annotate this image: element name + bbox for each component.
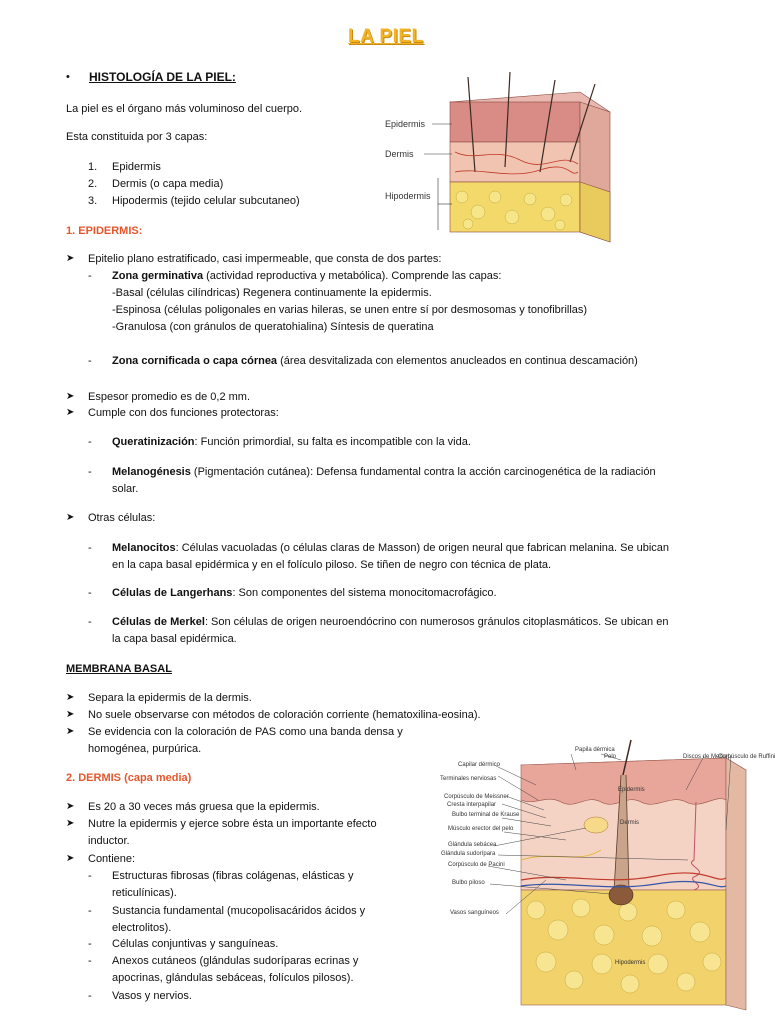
arrow-bullet-icon: ➤ — [66, 726, 75, 737]
arrow-bullet-icon: ➤ — [66, 853, 75, 864]
figure-label-hipodermis: Hipodermis — [385, 191, 431, 201]
section-heading-dermis: 2. DERMIS (capa media) — [66, 772, 192, 784]
dash-bullet: - — [88, 938, 92, 950]
paragraph: en la capa basal epidérmica y en el folículo piloso. Se tiñen de negro con técnica de plata. — [112, 559, 552, 571]
section-heading-membrana: MEMBRANA BASAL — [66, 663, 172, 675]
list-item: Epidermis — [112, 161, 161, 173]
paragraph: Células de Langerhans: Son componentes del sistema monocitomacrofágico. — [112, 587, 497, 599]
paragraph: Vasos y nervios. — [112, 990, 192, 1002]
figure-label-bulbo: Bulbo piloso — [452, 880, 485, 886]
paragraph: reticulínicas). — [112, 887, 177, 899]
figure-label-pacini: Corpúsculo de Pacini — [448, 862, 505, 868]
dash-bullet: - — [88, 270, 92, 282]
paragraph: Separa la epidermis de la dermis. — [88, 692, 252, 704]
figure-label-sebacea: Glándula sebácea — [448, 842, 497, 848]
figure-label-meissner: Corpúsculo de Meissner — [444, 794, 509, 800]
figure-label-dermis: Dermis — [385, 149, 414, 159]
dash-bullet: - — [88, 870, 92, 882]
dash-bullet: - — [88, 587, 92, 599]
paragraph: Cumple con dos funciones protectoras: — [88, 407, 279, 419]
paragraph: Anexos cutáneos (glándulas sudoríparas ecrinas y — [112, 955, 359, 967]
figure-label-vasos: Vasos sanguíneos — [450, 910, 499, 916]
paragraph: Epitelio plano estratificado, casi impermeable, que consta de dos partes: — [88, 253, 442, 265]
paragraph: electrolitos). — [112, 922, 172, 934]
figure-label-papila: Papila dérmica — [575, 747, 615, 753]
dash-bullet: - — [88, 990, 92, 1002]
paragraph: solar. — [112, 483, 139, 495]
figure-label-sudoripara: Glándula sudorípara — [441, 851, 496, 857]
paragraph: -Espinosa (células poligonales en varias hileras, se unen entre sí por desmosomas y tonofibrillas) — [112, 304, 588, 316]
dash-bullet: - — [88, 905, 92, 917]
arrow-bullet-icon: ➤ — [66, 512, 75, 523]
section-heading-epidermis: 1. EPIDERMIS: — [66, 225, 143, 237]
paragraph: Sustancia fundamental (mucopolisacáridos ácidos y — [112, 905, 366, 917]
arrow-bullet-icon: ➤ — [66, 391, 75, 402]
dash-bullet: - — [88, 616, 92, 628]
dash-bullet: - — [88, 466, 92, 478]
paragraph: Nutre la epidermis y ejerce sobre ésta un importante efecto — [88, 818, 377, 830]
paragraph: Espesor promedio es de 0,2 mm. — [88, 391, 251, 403]
list-num: 1. — [88, 161, 98, 173]
figure-label-bulbo-krause: Bulbo terminal de Krause — [452, 812, 520, 818]
dash-bullet: - — [88, 955, 92, 967]
arrow-bullet-icon: ➤ — [66, 407, 75, 418]
paragraph: Zona germinativa (actividad reproductiva y metabólica). Comprende las capas: — [112, 270, 502, 282]
intro-text: La piel es el órgano más voluminoso del cuerpo. — [66, 103, 303, 115]
list-item: Dermis (o capa media) — [112, 178, 224, 190]
arrow-bullet-icon: ➤ — [66, 692, 75, 703]
paragraph: Se evidencia con la coloración de PAS como una banda densa y — [88, 726, 403, 738]
figure-label-discos: Discos de Merkel — [683, 754, 730, 760]
list-num: 3. — [88, 195, 98, 207]
dash-bullet: - — [88, 355, 92, 367]
paragraph: homogénea, purpúrica. — [88, 743, 202, 755]
figure-label-epidermis-2: Epidermis — [618, 787, 645, 793]
arrow-bullet-icon: ➤ — [66, 801, 75, 812]
paragraph: -Granulosa (con gránulos de queratohialina) Síntesis de queratina — [112, 321, 434, 333]
arrow-bullet-icon: ➤ — [66, 818, 75, 829]
figure-label-dermis-2: Dermis — [620, 820, 639, 826]
paragraph: Melanogénesis (Pigmentación cutánea): Defensa fundamental contra la acción carcinogenética de la radiación — [112, 466, 656, 478]
intro-text: Esta constituida por 3 capas: — [66, 131, 208, 143]
dash-bullet: - — [88, 436, 92, 448]
arrow-bullet-icon: ➤ — [66, 709, 75, 720]
paragraph: Células conjuntivas y sanguíneas. — [112, 938, 279, 950]
figure-label-pelo: Pelo — [604, 754, 617, 760]
paragraph: la capa basal epidérmica. — [112, 633, 237, 645]
figure-label-epidermis: Epidermis — [385, 119, 426, 129]
paragraph: Melanocitos: Células vacuoladas (o células claras de Masson) de origen neural que fabrican melanina. Se ubican — [112, 542, 670, 554]
paragraph: Otras células: — [88, 512, 156, 524]
paragraph: Zona cornificada o capa córnea (área desvitalizada con elementos anucleados en continua descamación) — [112, 355, 638, 367]
paragraph: Contiene: — [88, 853, 136, 865]
skin-layers-figure — [380, 72, 620, 244]
paragraph: Células de Merkel: Son células de origen neuroendócrino con numerosos gránulos citoplasmáticos. Se ubican en — [112, 616, 669, 628]
list-item: Hipodermis (tejido celular subcutaneo) — [112, 195, 300, 207]
paragraph: apocrinas, glándulas sebáceas, folículos pilosos). — [112, 972, 354, 984]
bullet-dot: • — [66, 71, 70, 83]
section-heading-histologia: HISTOLOGÍA DE LA PIEL: — [89, 70, 236, 84]
paragraph: inductor. — [88, 835, 130, 847]
page-title: LA PIEL — [348, 26, 424, 47]
paragraph: Estructuras fibrosas (fibras colágenas, elásticas y — [112, 870, 354, 882]
paragraph: -Basal (células cilíndricas) Regenera continuamente la epidermis. — [112, 287, 432, 299]
arrow-bullet-icon: ➤ — [66, 253, 75, 264]
figure-label-musculo: Músculo erector del pelo — [448, 826, 514, 832]
figure-label-terminales: Terminales nerviosas — [440, 776, 497, 782]
dash-bullet: - — [88, 542, 92, 554]
figure-label-ruffini: Corpúsculo de Ruffini — [718, 754, 775, 760]
figure-label-capilar: Capilar dérmico — [458, 762, 501, 768]
paragraph: Queratinización: Función primordial, su falta es incompatible con la vida. — [112, 436, 471, 448]
figure-label-hipodermis-2: Hipodermis — [615, 960, 646, 966]
list-num: 2. — [88, 178, 98, 190]
paragraph: No suele observarse con métodos de coloración corriente (hematoxilina-eosina). — [88, 709, 481, 721]
paragraph: Es 20 a 30 veces más gruesa que la epidermis. — [88, 801, 320, 813]
figure-label-cresta: Cresta interpapilar — [447, 802, 497, 808]
